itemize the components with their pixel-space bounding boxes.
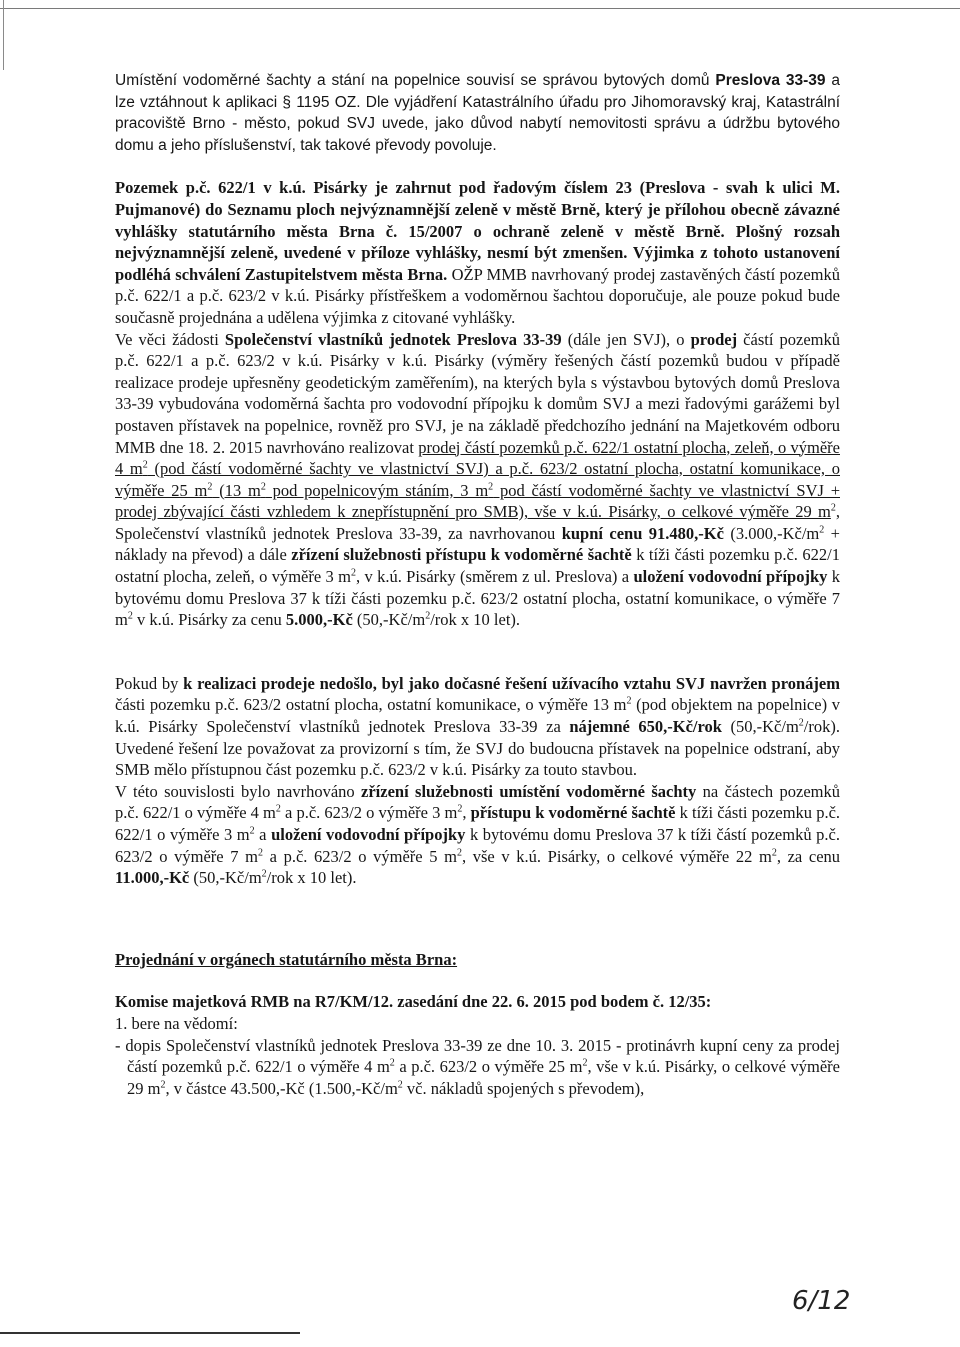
text: části pozemku p.č. 623/2 ostatní plocha, ostatní komunikace, o výměře 13 m: [115, 695, 627, 715]
text: (50,-Kč/m: [189, 868, 262, 888]
text: V této souvislosti bylo navrhováno: [115, 781, 362, 801]
text: , vše v k.ú. Pisárky, o celkové výměře 22 m: [462, 846, 772, 866]
bold-text: k realizaci prodeje nedošlo, byl jako dočasné řešení užívacího vztahu SVJ navržen pronájem: [183, 673, 840, 693]
text: ,: [462, 803, 471, 823]
commission-title: [115, 991, 840, 1013]
spacer: [115, 889, 840, 949]
superscript: 2: [160, 1079, 166, 1091]
bold-text: zřízení služebnosti umístění vodoměrné šachty: [361, 781, 697, 801]
text: /rok x 10 let).: [266, 868, 357, 888]
scan-border-left: [3, 0, 4, 70]
paragraph-lease-alternative: [115, 673, 840, 781]
text: k tíži části pozemku p.č. 622/1 o výměře 3 m: [115, 803, 841, 844]
superscript: 2: [830, 502, 836, 514]
text: , v částce 43.500,-Kč (1.500,-Kč/m: [165, 1078, 398, 1098]
superscript: 2: [397, 1079, 403, 1091]
text: - dopis Společenství vlastníků jednotek Preslova 33-39 ze dne 10. 3. 2015 - protinávrh kupní ceny za prodej částí pozemků p.č. 622/1 o výměře 4 m: [115, 1035, 840, 1077]
text: Pokud by: [115, 673, 184, 693]
text: (3.000,-Kč/m: [723, 523, 820, 543]
superscript: 2: [457, 847, 462, 859]
superscript: 2: [260, 481, 266, 493]
text: pod částí vodoměrné šachty ve vlastnictví SVJ + prodej zbývající části vzhledem k znepřístupnění pro SMB), vše v k.ú. Pisárky, o celkové výměře 29 m: [115, 480, 840, 522]
text: částí pozemků p.č. 622/1 a p.č. 623/2 v k.ú. Pisárky v k.ú. Pisárky (výměry řešených částí pozemků budou v případě realizace prodeje upřesněny geodetickým zaměřením), na kterých byla s výstavbou bytových domů Preslova 33-39 vybudována vodoměrná šachta pro vodovodní přípojku k domům SVJ a mezi řadovými garážemi byl postaven přístavek na popelnice, rovněž pro SVJ, je na základě předchozího jednání na Majetkovém odboru MMB dne 18. 2. 2015 navrhováno realizovat: [115, 329, 840, 457]
superscript: 2: [350, 567, 356, 579]
superscript: 2: [389, 1057, 395, 1069]
paragraph-sale-request: [115, 329, 840, 631]
bold-text: uložení vodovodní přípojky: [271, 825, 466, 844]
page-number: 6/12: [792, 1286, 851, 1316]
text: a p.č. 623/2 o výměře 5 m: [262, 846, 457, 866]
text: vč. nákladů spojených s převodem),: [402, 1078, 645, 1098]
section-heading: [115, 949, 840, 971]
superscript: 2: [207, 481, 213, 493]
bold-text: 5.000,-Kč: [285, 610, 353, 630]
paragraph-land-parcel: [115, 177, 840, 328]
bold-text: Pozemek p.č. 622/1 v k.ú. Pisárky je zahrnut pod řadovým číslem 23 (Preslova - svah k ulici M. Pujmanové) do Seznamu ploch nejvýznamnější zeleně v městě Brně, který je přílohou obecně závazné vyhlášky statutárního města Brna č. 15/2007 o ochraně zeleně v městě Brně. Plošný rozsah nejvýznamnější zeleně, uvedené v příloze vyhlášky, nesmí být zmenšen. Výjimka z tohoto ustanovení podléhá schválení Zastupitelstvem města Brna.: [115, 178, 840, 284]
bold-text: Preslova 33-39: [709, 72, 826, 89]
text: a: [254, 825, 272, 844]
heading-text: Projednání v orgánech statutárního města Brna:: [115, 949, 458, 969]
text: , v k.ú. Pisárky (směrem z ul. Preslova) a: [355, 567, 634, 587]
bold-text: zřízení služebnosti přístupu k vodoměrné šachtě: [291, 545, 632, 565]
superscript: 2: [425, 610, 431, 622]
text: OŽP MMB navrhovaný prodej zastavěných částí pozemků p.č. 622/1 a p.č. 623/2 v k.ú. Pisárky přístřeškem a vodoměrnou šachtou doporučuje, ale pouze pokud bude současně projednána a udělena výjimka z citované vyhlášky.: [115, 264, 840, 327]
scan-border-top: [0, 8, 960, 9]
superscript: 2: [275, 803, 281, 815]
spacer: [115, 631, 840, 673]
bold-text: 11.000,-Kč: [115, 868, 190, 888]
paragraph-application: [115, 70, 840, 156]
superscript: 2: [127, 610, 133, 622]
superscript: 2: [142, 459, 148, 471]
superscript: 2: [257, 847, 263, 859]
scan-border-bottom: [0, 1332, 300, 1334]
bold-text: nájemné 650,-Kč/rok: [569, 717, 722, 737]
text: pod popelnicovým stáním, 3 m: [265, 480, 489, 500]
superscript: 2: [457, 803, 463, 815]
text: (50,-Kč/m: [721, 717, 799, 737]
dash-list: [115, 1035, 840, 1100]
text: a p.č. 623/2 o výměře 3 m: [280, 803, 458, 823]
text: k tíži části pozemku p.č. 622/1 ostatní plocha, zeleň, o výměře 3 m: [115, 545, 840, 587]
bold-text: přístupu k vodoměrné šachtě: [470, 803, 676, 823]
list-item-acknowledge: 1. bere na vědomí:: [115, 1013, 238, 1033]
text: (13 m: [212, 480, 261, 500]
bold-text: Komise majetková RMB na R7/KM/12. zasedání dne 22. 6. 2015 pod bodem č. 12/35:: [115, 992, 712, 1012]
text: , Společenství vlastníků jednotek Preslova 33-39, za navrhovanou: [115, 502, 840, 543]
superscript: 2: [261, 868, 267, 880]
superscript: 2: [582, 1057, 588, 1069]
text: (dále jen SVJ), o: [561, 329, 691, 349]
superscript: 2: [771, 847, 777, 859]
superscript: 2: [798, 717, 804, 729]
text: a p.č. 623/2 o výměře 25 m: [394, 1057, 583, 1077]
bold-text: uložení vodovodní přípojky: [633, 567, 828, 587]
text: prodej částí pozemků p.č. 622/1 ostatní plocha, zeleň, o výměře 4 m: [115, 437, 840, 479]
text: , za cenu: [776, 846, 841, 866]
text: Ve věci žádosti: [115, 329, 225, 349]
superscript: 2: [488, 481, 494, 493]
spacer: [115, 156, 840, 177]
text: v k.ú. Pisárky za cenu: [132, 610, 286, 630]
bold-text: kupní cenu 91.480,-Kč: [561, 523, 724, 543]
text: (pod objektem na popelnice) v k.ú. Pisárky Společenství vlastníků jednotek Preslova 33-39 za: [115, 695, 840, 737]
superscript: 2: [819, 524, 825, 536]
text: (pod částí vodoměrné šachty ve vlastnictví SVJ) a p.č. 623/2 ostatní plocha, ostatní komunikace, o výměře 25 m: [115, 459, 840, 500]
text: /rok). Uvedené řešení lze považovat za provizorní s tím, že SVJ do budoucna přístavek na popelnice odstraní, aby SMB mělo přístupnou část pozemku p.č. 623/2 v k.ú. Pisárky za touto stavbou.: [115, 717, 840, 780]
text: , vše v k.ú. Pisárky, o celkové výměře 29 m: [127, 1057, 840, 1098]
bold-text: prodej: [690, 329, 738, 349]
text: (50,-Kč/m: [352, 610, 426, 630]
text: k bytovému domu Preslova 37 k tíži částí pozemků p.č. 623/2 o výměře 7 m: [115, 825, 840, 866]
text: + náklady na převod) a dále: [115, 523, 840, 565]
spacer: [115, 970, 840, 991]
text: a lze vztáhnout k aplikaci § 1195 OZ. Dle vyjádření Katastrálního úřadu pro Jihomoravský kraj, Katastrální pracoviště Brno - město, pokud SVJ uvede, jako důvod nabytí nemovitosti správu a údržbu bytového domu a jeho příslušenství, tak takové převody povoluje.: [115, 72, 840, 154]
superscript: 2: [249, 825, 255, 837]
text: k bytovému domu Preslova 37 k tíži části pozemku p.č. 623/2 ostatní plocha, ostatní komunikace, o výměře 7 m: [115, 567, 841, 630]
superscript: 2: [626, 695, 632, 707]
bold-text: Společenství vlastníků jednotek Preslova 33-39: [224, 329, 562, 349]
paragraph-easement: [115, 781, 840, 889]
text: Umístění vodoměrné šachty a stání na popelnice souvisí se správou bytových domů: [115, 72, 710, 89]
list-item: [115, 1035, 840, 1100]
document-body: [115, 70, 840, 1099]
text: /rok x 10 let).: [430, 610, 521, 630]
text: na částech pozemků p.č. 622/1 o výměře 4 m: [115, 781, 840, 823]
